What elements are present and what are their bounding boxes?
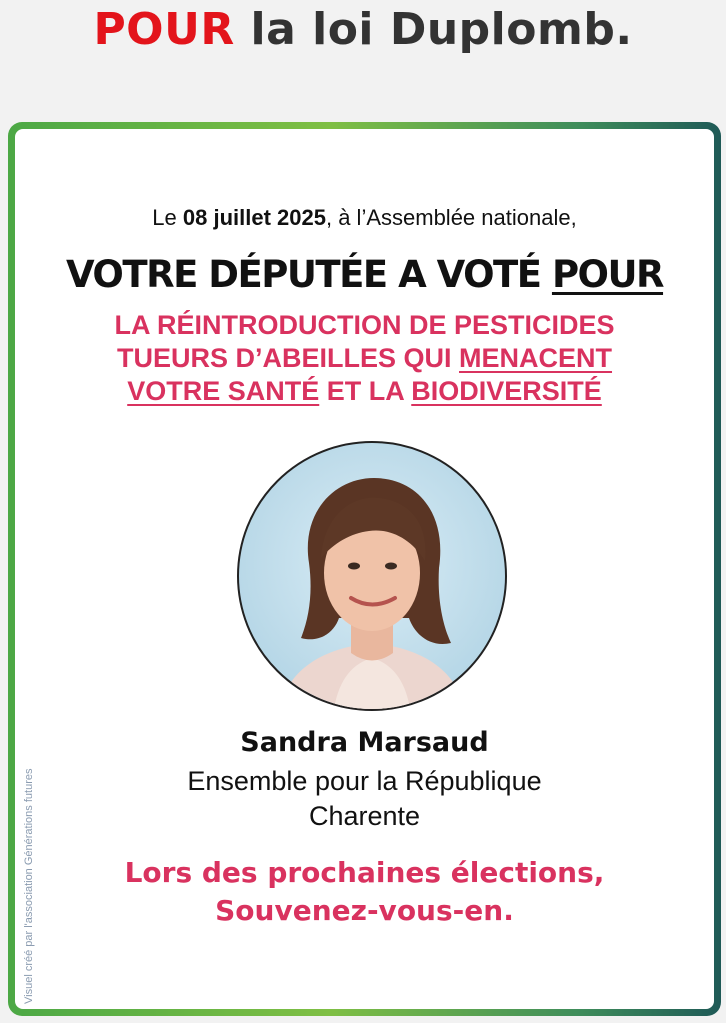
date-line [15,205,714,231]
vote-subject [15,309,714,408]
deputy-name: Sandra Marsaud [240,727,489,758]
portrait-illustration [239,443,505,709]
headline-accent: POUR [93,4,235,55]
deputy-party: Ensemble pour la République [187,766,542,796]
subject-line-3: VOTRE SANTÉ ET LA BIODIVERSITÉ [127,376,602,406]
deputy-portrait [237,441,507,711]
deputy-region: Charente [308,801,421,831]
headline-text: la loi Duplomb. [234,4,633,55]
vote-choice: POUR [551,253,664,296]
date-prefix: Le [152,205,183,230]
vote-main-text: VOTRE DÉPUTÉE A VOTÉ [65,253,552,296]
vote-card-frame [8,122,721,1016]
closing-line-2: Souvenez-vous-en. [215,894,514,927]
vote-statement [15,253,714,296]
date-suffix: , à l’Assemblée nationale, [325,205,577,230]
subject-line-1: LA RÉINTRODUCTION DE PESTICIDES [114,310,615,340]
vote-date: 08 juillet 2025 [182,205,326,230]
closing-line-1: Lors des prochaines élections, [124,856,605,889]
subject-line-2: TUEURS D’ABEILLES QUI MENACENT [116,343,613,373]
closing-message [15,854,714,930]
page-headline [0,0,726,60]
vote-card: Visuel créé par l'association Générations futures Le 08 juillet 2025, à l’Assemblée nationale, VOTRE DÉPUTÉE A VOTÉ POUR LA RÉINTRODUCTION DE PESTICIDES TUEURS D’ABEILLES QUI MENACENT VOTRE SANTÉ ET LA BIODIVERSITÉ Sandra Marsaud Ensemble pour la République Charente Lors des prochaines élections, Souvenez-vous-en. [15,129,714,1009]
